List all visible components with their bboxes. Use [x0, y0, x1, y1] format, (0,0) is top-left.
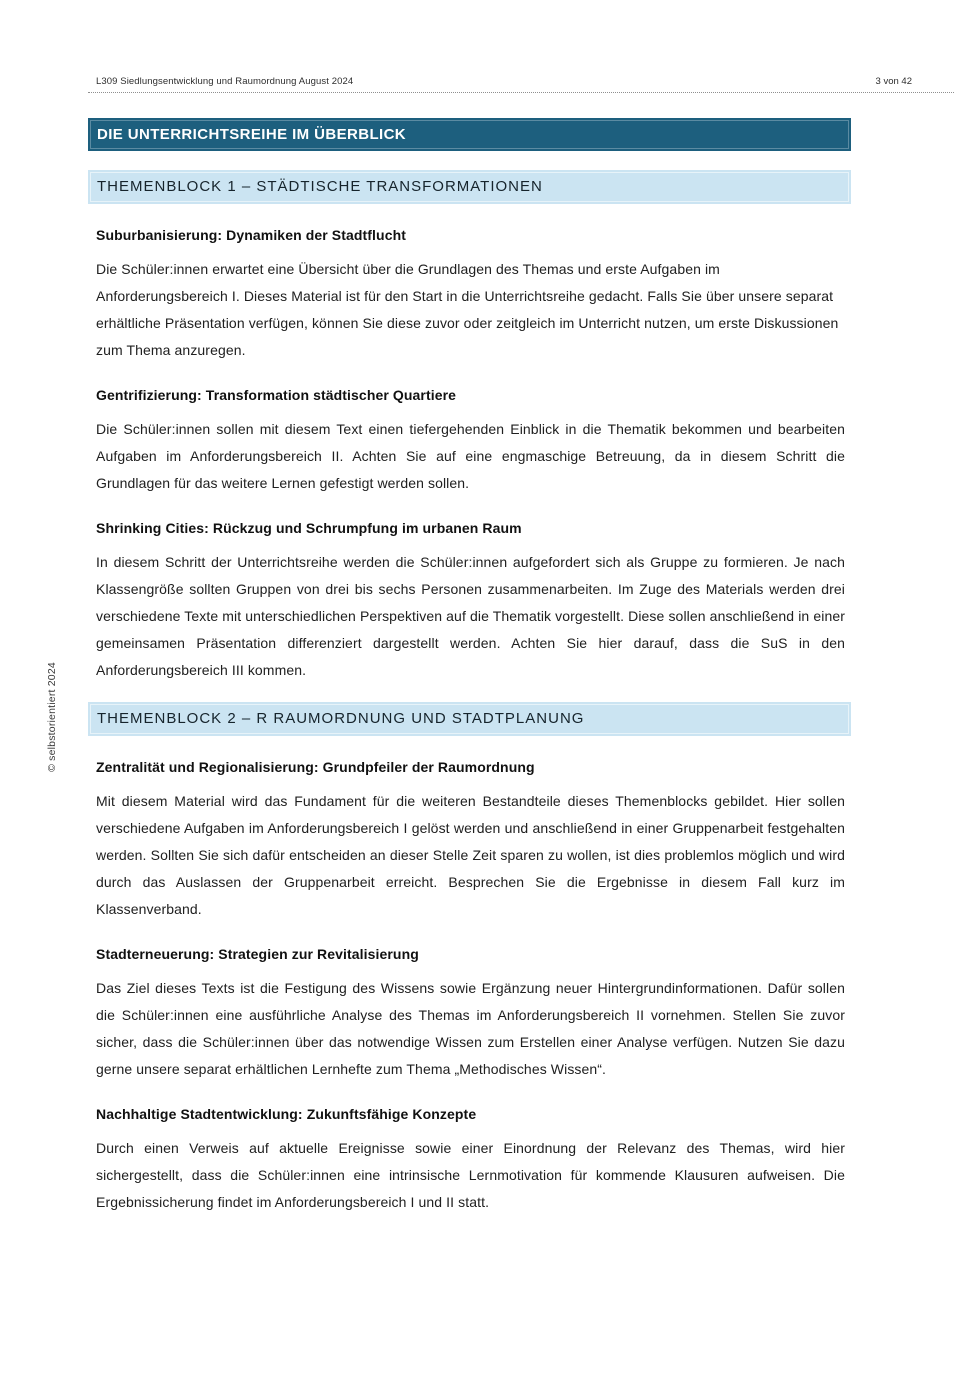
themenblock-2-banner: THEMENBLOCK 2 – R RAUMORDNUNG UND STADTPLANUNG — [88, 702, 851, 736]
header-page-number: 3 von 42 — [875, 76, 912, 87]
section-body-suburbanisierung: Die Schüler:innen erwartet eine Übersicht über die Grundlagen des Themas und erste Aufgaben im Anforderungsbereich I. Dieses Material ist für den Start in die Unterrichtsreihe gedacht. Falls Sie über unsere separat erhältliche Präsentation verfügen, können Sie diese zuvor oder zeitgleich im Unterricht nutzen, um erste Diskussionen zum Thema anzuregen. — [96, 261, 839, 358]
section-heading-zentralitaet: Zentralität und Regionalisierung: Grundpfeiler der Raumordnung — [96, 759, 535, 775]
page-header — [88, 76, 954, 93]
copyright-text: © selbstorientiert 2024 — [46, 662, 58, 772]
section-heading-suburbanisierung: Suburbanisierung: Dynamiken der Stadtflucht — [96, 227, 407, 243]
section-body-nachhaltige-stadtentwicklung: Durch einen Verweis auf aktuelle Ereignisse sowie einer Einordnung der Relevanz des Themas, wird hier sichergestellt, dass die Schüler:innen eine intrinsische Lernmotivation für kommende Klausuren aufweisen. Die Ergebnissicherung findet im Anforderungsbereich I und II statt. — [96, 1140, 845, 1210]
section-heading-nachhaltige-stadtentwicklung: Nachhaltige Stadtentwicklung: Zukunftsfähige Konzepte — [96, 1106, 477, 1122]
section-body-shrinking-cities: In diesem Schritt der Unterrichtsreihe werden die Schüler:innen aufgefordert sich als Gruppe zu formieren. Je nach Klassengröße sollten Gruppen von drei bis sechs Personen zusammenarbeiten. Im Zuge des Materials werden drei verschiedene Texte mit unterschiedlichen Perspektiven auf die Thematik vorgestellt. Diese sollen anschließend in einer gemeinsamen Präsentation differenziert dargestellt werden. Achten Sie hier darauf, dass die SuS in den Anforderungsbereich III kommen. — [96, 554, 845, 678]
themenblock-1-banner: THEMENBLOCK 1 – STÄDTISCHE TRANSFORMATIONEN — [88, 170, 851, 204]
main-title-banner: DIE UNTERRICHTSREIHE IM ÜBERBLICK — [88, 118, 851, 151]
section-body-zentralitaet: Mit diesem Material wird das Fundament für die weiteren Bestandteile dieses Themenblocks gebildet. Hier sollen verschiedene Aufgaben im Anforderungsbereich I gelöst werden und anschließend in einer Gruppenarbeit festgehalten werden. Sollten Sie sich dafür entscheiden an dieser Stelle Zeit sparen zu wollen, ist dies problemlos möglich und wird durch das Auslassen der Gruppenarbeit erreicht. Besprechen Sie die Ergebnisse in diesem Fall kurz im Klassenverband. — [96, 793, 845, 917]
section-heading-stadterneuerung: Stadterneuerung: Strategien zur Revitalisierung — [96, 946, 419, 962]
main-content — [88, 118, 851, 1216]
section-heading-gentrifizierung: Gentrifizierung: Transformation städtischer Quartiere — [96, 387, 457, 403]
section-body-stadterneuerung: Das Ziel dieses Texts ist die Festigung des Wissens sowie Ergänzung neuer Hintergrundinformationen. Dafür sollen die Schüler:innen eine ausführliche Analyse des Themas im Anforderungsbereich II vornehmen. Stellen Sie zuvor sicher, dass die Schüler:innen über das notwendige Wissen zum Erstellen einer Analyse verfügen. Nutzen Sie dazu gerne unsere separat erhältlichen Lernhefte zum Thema „Methodisches Wissen“. — [96, 980, 845, 1077]
section-body-gentrifizierung: Die Schüler:innen sollen mit diesem Text einen tiefergehenden Einblick in die Thematik bekommen und bearbeiten Aufgaben im Anforderungsbereich II. Achten Sie auf eine engmaschige Betreuung, da in diesem Schritt die Grundlagen für das weitere Lernen gefestigt werden sollen. — [96, 421, 845, 491]
header-document-label: L309 Siedlungsentwicklung und Raumordnung August 2024 — [96, 76, 354, 87]
section-heading-shrinking-cities: Shrinking Cities: Rückzug und Schrumpfung im urbanen Raum — [96, 520, 522, 536]
